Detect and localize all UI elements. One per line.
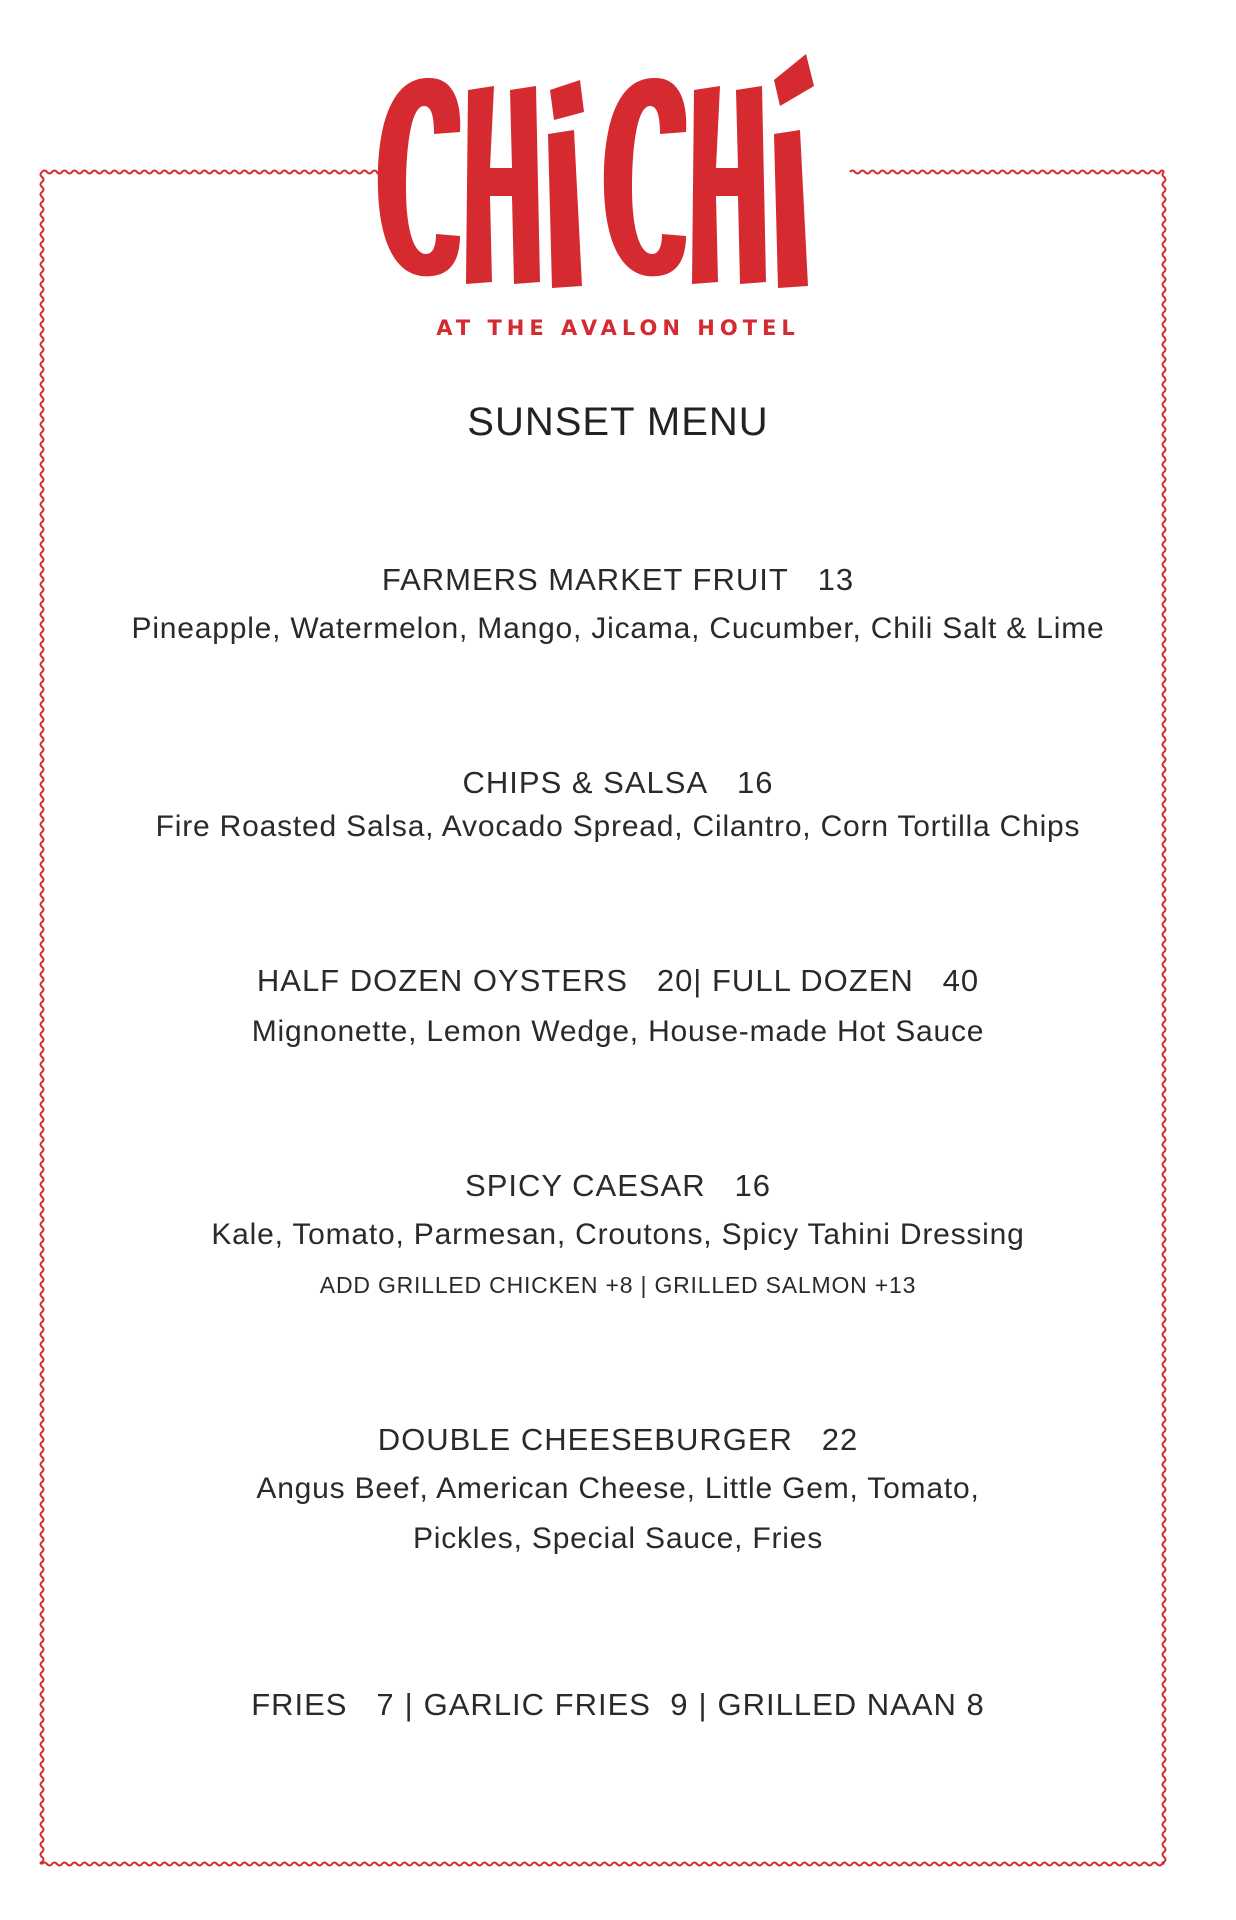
separator: | bbox=[404, 1687, 414, 1722]
menu-item-description: Fire Roasted Salsa, Avocado Spread, Cilantro, Corn Tortilla Chips bbox=[155, 810, 1081, 843]
logo-subtitle: AT THE AVALON HOTEL bbox=[436, 316, 800, 340]
menu-item-name: HALF DOZEN OYSTERS 20| FULL DOZEN 40 bbox=[256, 963, 980, 998]
menu-item-name: FARMERS MARKET FRUIT 13 bbox=[381, 562, 855, 597]
separator: | bbox=[698, 1687, 708, 1722]
menu-item-price-2: 40 bbox=[942, 963, 980, 998]
side-name: GRILLED NAAN bbox=[717, 1687, 957, 1722]
side-name: GARLIC FRIES bbox=[423, 1687, 651, 1722]
frame-top-left bbox=[42, 171, 378, 174]
menu-item-name-2: FULL DOZEN bbox=[712, 963, 914, 998]
menu-item-description: Kale, Tomato, Parmesan, Croutons, Spicy Tahini Dressing bbox=[211, 1218, 1025, 1251]
side-price: 8 bbox=[966, 1687, 985, 1722]
side-price: 7 bbox=[376, 1687, 395, 1722]
frame-top-right bbox=[850, 171, 1164, 174]
sides-line bbox=[60, 1687, 1176, 1723]
menu-item-description: Mignonette, Lemon Wedge, House-made Hot Sauce bbox=[251, 1015, 985, 1048]
menu-item-description-line1: Angus Beef, American Cheese, Little Gem, Tomato, bbox=[256, 1472, 980, 1505]
menu-title: SUNSET MENU bbox=[467, 400, 769, 444]
side-price: 9 bbox=[670, 1687, 689, 1722]
menu-item-name: DOUBLE CHEESEBURGER 22 bbox=[377, 1422, 859, 1457]
menu-item-price: 16 bbox=[736, 765, 774, 800]
menu-item-description-line2: Pickles, Special Sauce, Fries bbox=[412, 1522, 824, 1555]
menu-item-price: 16 bbox=[734, 1168, 771, 1203]
chi-chi-logo bbox=[370, 50, 850, 290]
menu-item-price: 22 bbox=[821, 1422, 859, 1457]
menu-item-name: SPICY CAESAR 16 bbox=[465, 1168, 771, 1203]
menu-item-price: 13 bbox=[817, 562, 855, 597]
menu-item-description: Pineapple, Watermelon, Mango, Jicama, Cucumber, Chili Salt & Lime bbox=[131, 612, 1105, 645]
frame-bottom bbox=[42, 1863, 1164, 1866]
side-name: FRIES bbox=[251, 1687, 348, 1722]
menu-item-name: CHIPS & SALSA 16 bbox=[462, 765, 774, 800]
menu-item-price: 20| bbox=[656, 963, 703, 998]
menu-item-addon: ADD GRILLED CHICKEN +8 | GRILLED SALMON +13 bbox=[319, 1272, 917, 1298]
